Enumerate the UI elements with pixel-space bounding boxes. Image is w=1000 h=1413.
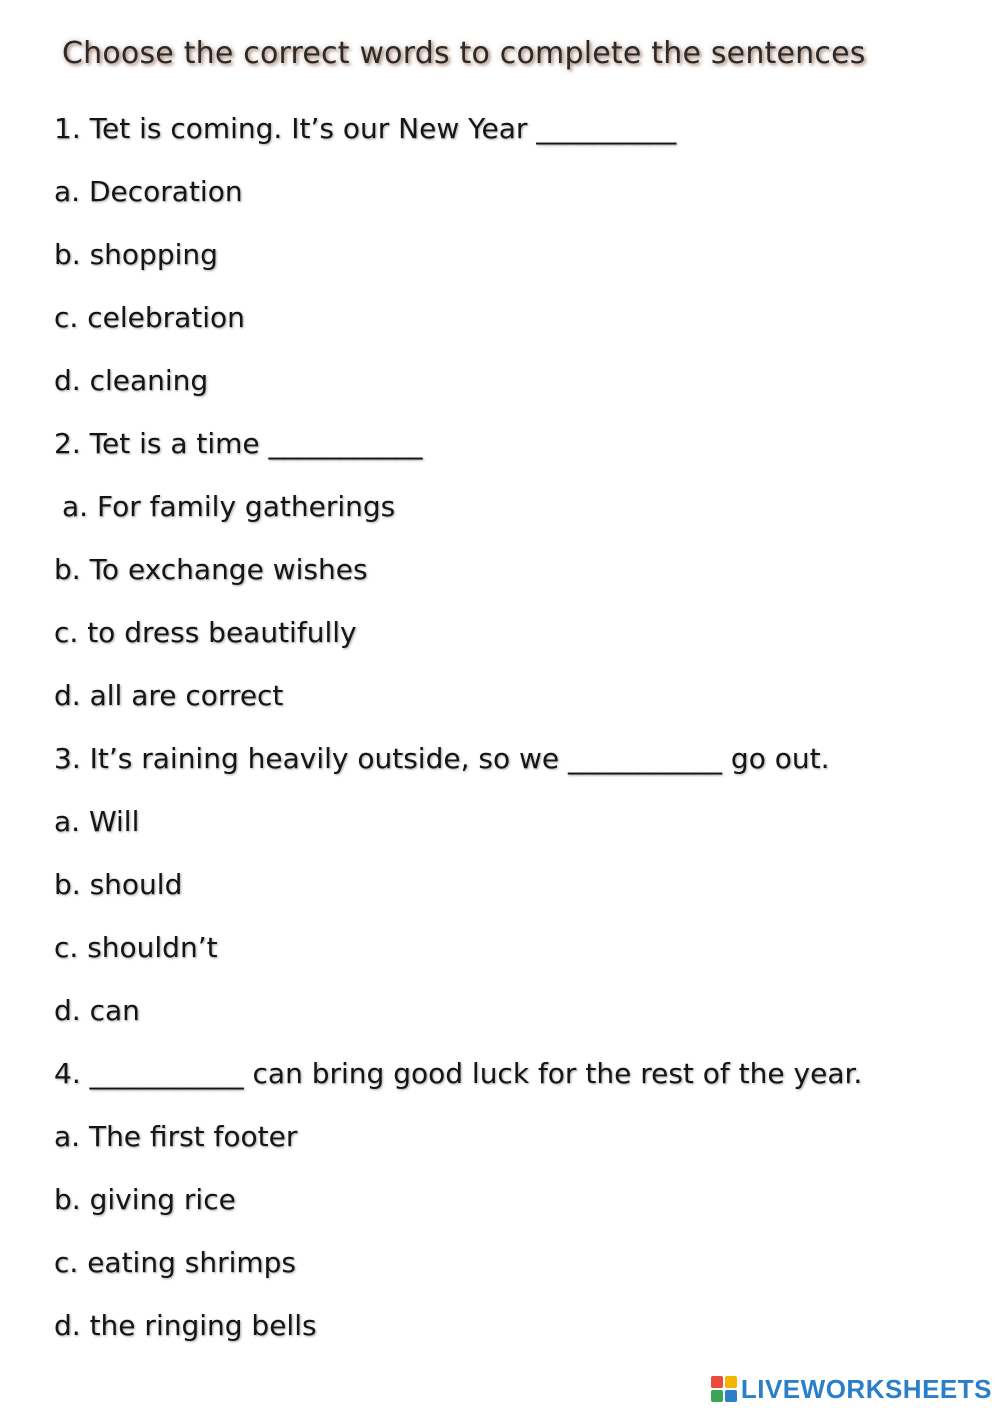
option-4c[interactable]: c. eating shrimps xyxy=(54,1246,297,1279)
logo-square-green xyxy=(711,1390,723,1402)
option-1c[interactable]: c. celebration xyxy=(54,301,245,334)
brand-name: LIVEWORKSHEETS xyxy=(740,1373,992,1404)
option-4b[interactable]: b. giving rice xyxy=(54,1183,236,1216)
question-1: 1. Tet is coming. It’s our New Year __________ xyxy=(54,112,677,145)
option-1b[interactable]: b. shopping xyxy=(54,238,218,271)
option-3a[interactable]: a. Will xyxy=(54,805,140,838)
logo-square-red xyxy=(711,1376,723,1388)
option-2c[interactable]: c. to dress beautifully xyxy=(54,616,357,649)
logo-square-blue xyxy=(725,1390,737,1402)
liveworksheets-brand xyxy=(711,1371,992,1407)
option-2d[interactable]: d. all are correct xyxy=(54,679,284,712)
logo-square-yellow xyxy=(725,1376,737,1388)
option-4d[interactable]: d. the ringing bells xyxy=(54,1309,317,1342)
option-2a[interactable]: a. For family gatherings xyxy=(62,490,396,523)
option-4a[interactable]: a. The first footer xyxy=(54,1120,298,1153)
option-1d[interactable]: d. cleaning xyxy=(54,364,209,397)
option-1a[interactable]: a. Decoration xyxy=(54,175,243,208)
question-2: 2. Tet is a time ___________ xyxy=(54,427,423,460)
worksheet-title: Choose the correct words to complete the sentences xyxy=(62,36,866,71)
question-3: 3. It’s raining heavily outside, so we ___________ go out. xyxy=(54,742,830,775)
option-3d[interactable]: d. can xyxy=(54,994,140,1027)
option-3b[interactable]: b. should xyxy=(54,868,183,901)
question-4: 4. ___________ can bring good luck for the rest of the year. xyxy=(54,1057,863,1090)
liveworksheets-logo-icon xyxy=(711,1376,737,1402)
option-3c[interactable]: c. shouldn’t xyxy=(54,931,218,964)
option-2b[interactable]: b. To exchange wishes xyxy=(54,553,368,586)
